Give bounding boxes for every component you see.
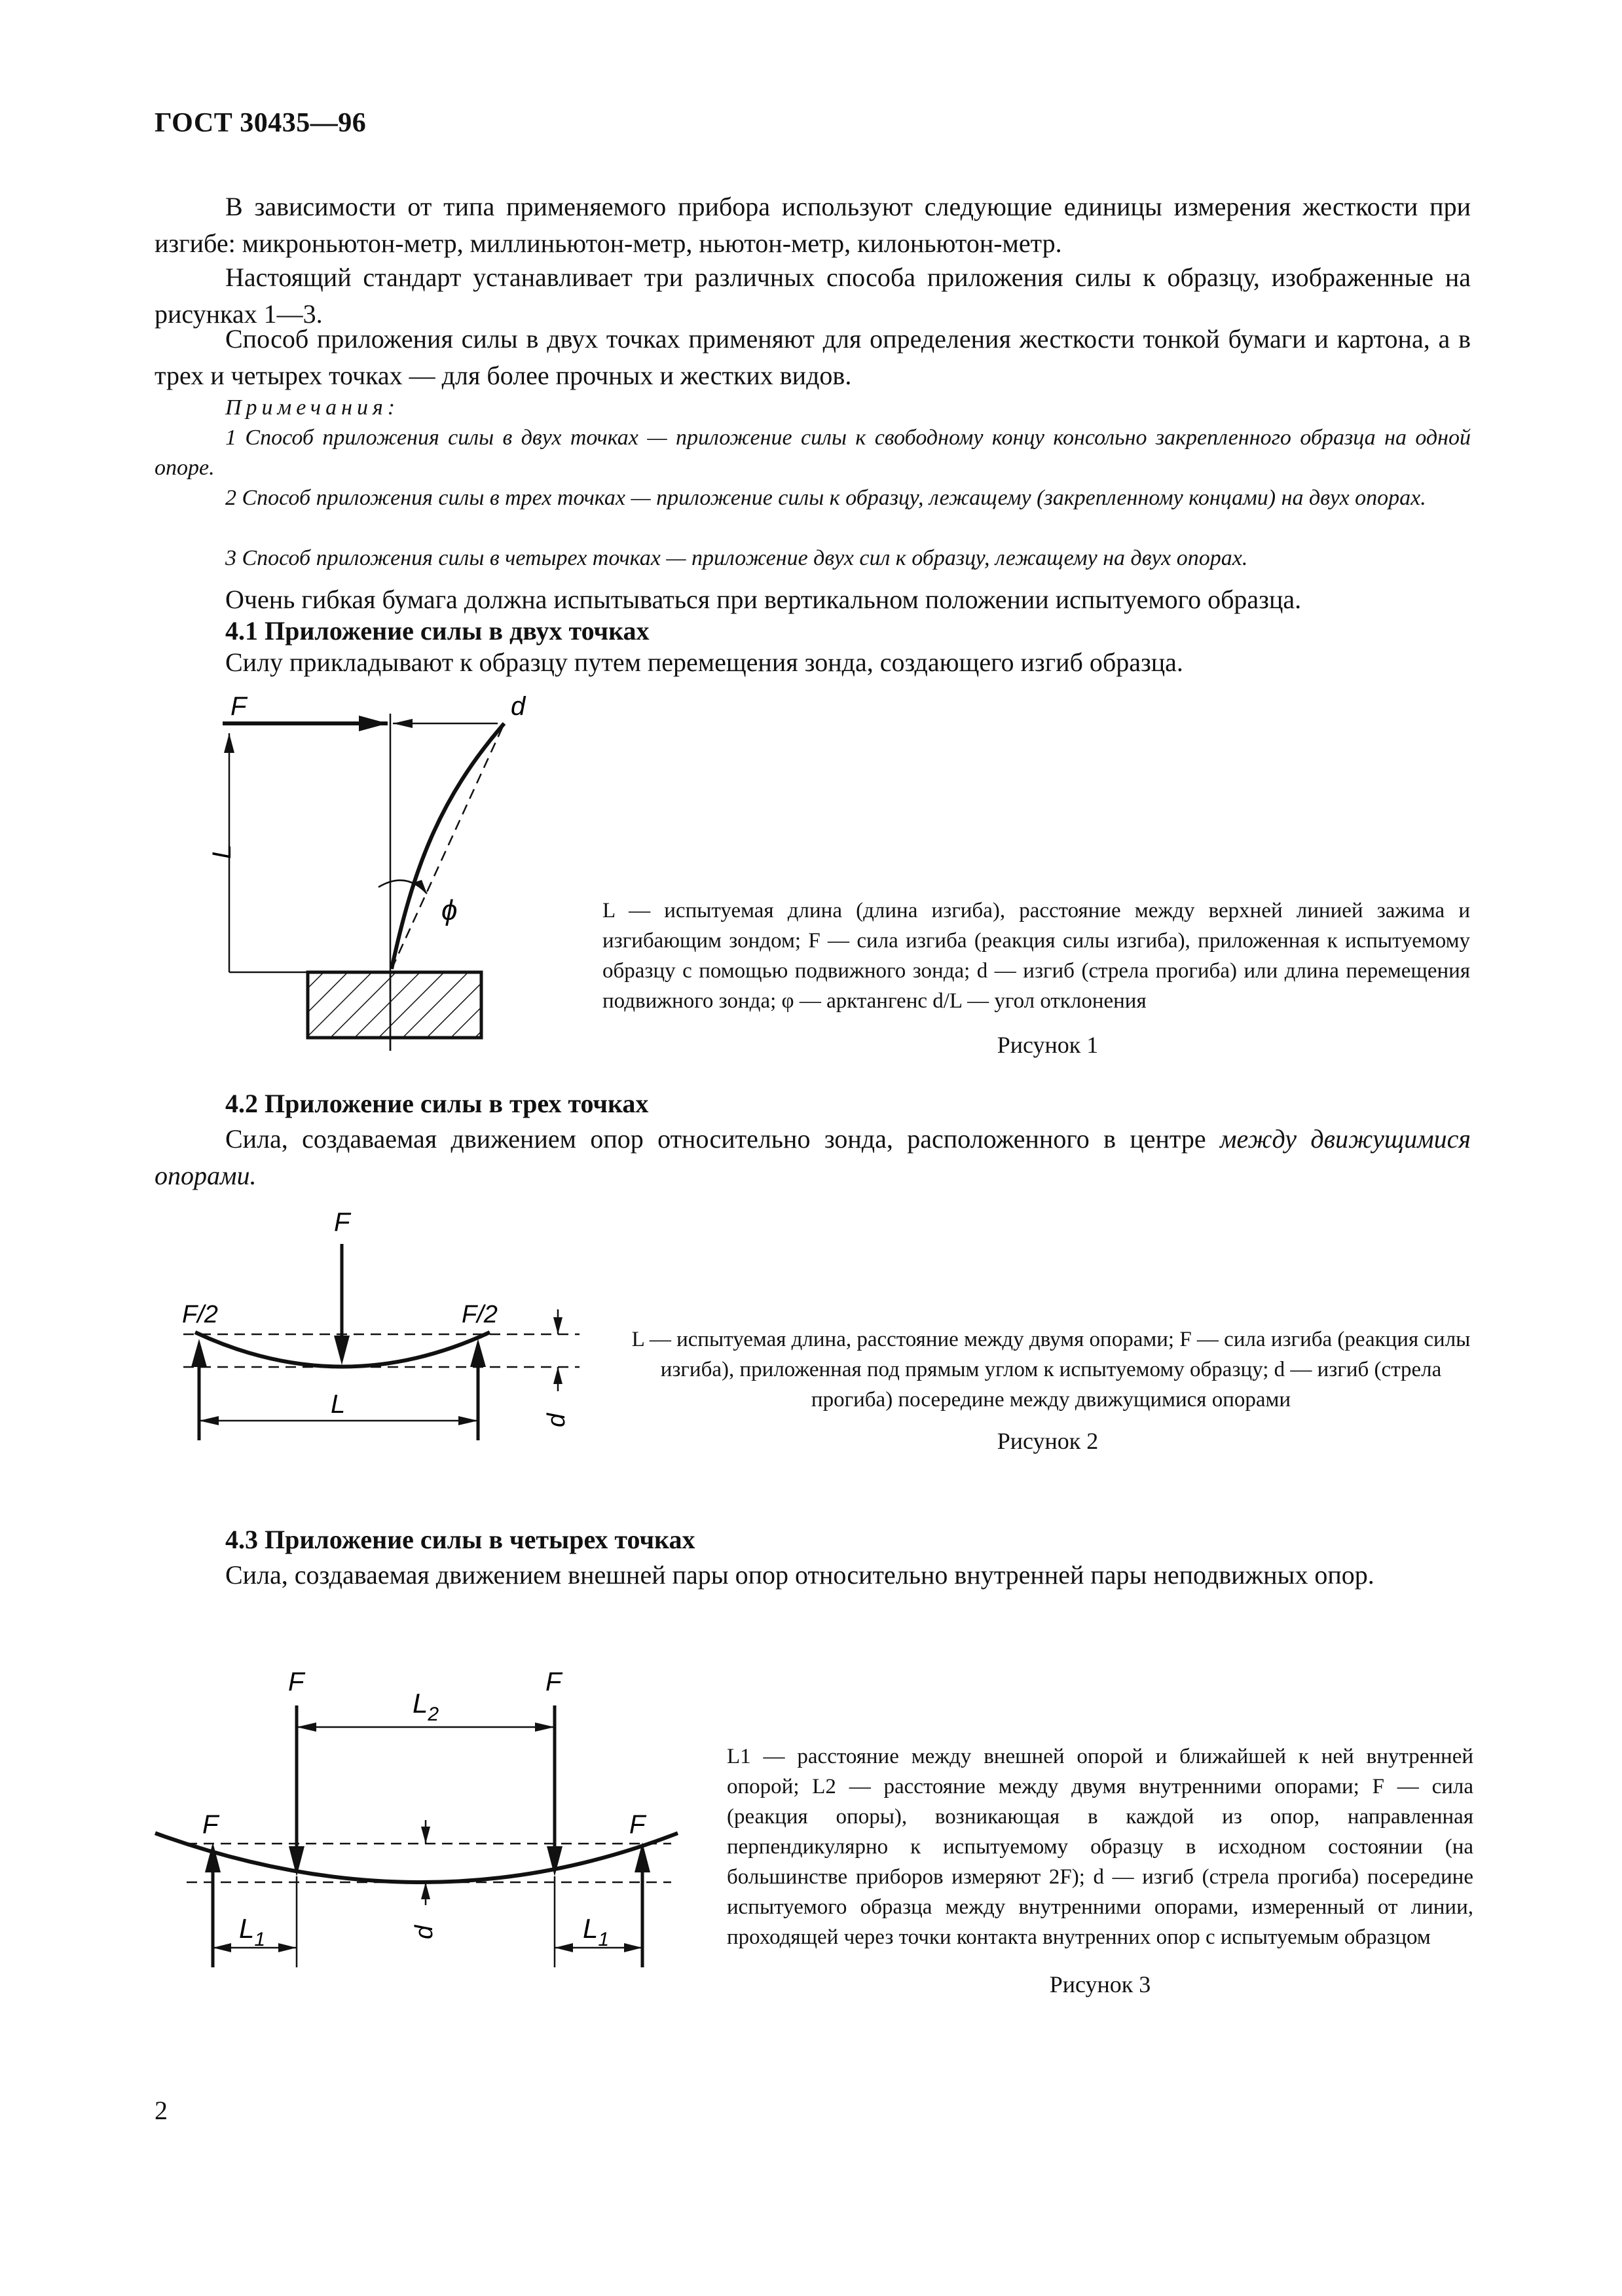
figure-3-caption: L1 — расстояние между внешней опорой и ближайшей к ней внутренней опорой; L2 — расстояние между двумя внутренними опорами; F — сила (реакция опоры), возникающая в каждой из опор, направленная перпендикулярно к испытуемому образцу в исходном состоянии (на большинстве приборов измеряют 2F); d — изгиб (стрела прогиба) посередине испытуемого образца между внутренними опорами, измеренный от линии, проходящей через точки контакта внутренних опор с испытуемым образцом [727, 1745, 1473, 1949]
label-d: d [411, 1925, 438, 1939]
figure-1-caption: L — испытуемая длина (длина изгиба), расстояние между верхней линией зажима и изгибающим зондом; F — сила изгиба (реакция силы изгиба), приложенная к испытуемому образцу с помощью подвижного зонда; d — изгиб (стрела прогиба) или длина перемещения подвижного зонда; φ — арктангенс d/L — угол отклонения [602, 899, 1470, 1013]
figure-1-diagram [208, 692, 583, 1074]
intro-paragraph-3: Способ приложения силы в двух точках применяют для определения жесткости тонкой бумаги и картона, а в трех и четырех точках — для более прочных и жестких видов. [155, 324, 1471, 390]
force-arrow-head [359, 716, 388, 731]
label-F-side-left: F [202, 1810, 219, 1839]
label-L1-right: $L_1$ [583, 1913, 610, 1950]
figure-1-label: Рисунок 1 [997, 1032, 1099, 1058]
specimen-curve [155, 1833, 678, 1882]
note-3: 3 Способ приложения силы в четырех точках — приложение двух сил к образцу, лежащему на двух опорах. [225, 546, 1248, 570]
label-F-top-left: F [288, 1667, 304, 1696]
figure-2-diagram [177, 1205, 596, 1460]
label-F-top-right: F [545, 1667, 562, 1696]
label-F-side-right: F [629, 1810, 646, 1839]
note-1: 1 Способ приложения силы в двух точках — приложение силы к свободному концу консольно закрепленного образца на одной опоре. [155, 426, 1471, 480]
label-F2-left: F/2 [182, 1301, 218, 1328]
section-4-1-title: 4.1 Приложение силы в двух точках [225, 616, 650, 646]
label-F: F [334, 1208, 350, 1237]
figure-3-label: Рисунок 3 [1049, 1971, 1151, 1997]
note-2: 2 Способ приложения силы в трех точках — приложение силы к образцу, лежащему (закрепленному концами) на двух опорах. [225, 486, 1426, 510]
label-d: d [543, 1413, 570, 1427]
label-F2-right: F/2 [462, 1301, 498, 1328]
section-4-2-text: Сила, создаваемая движением опор относительно зонда, расположенного в центре между движущимися опорами. [155, 1124, 1471, 1190]
figure-3-diagram [147, 1656, 691, 1984]
label-F: F [230, 692, 247, 721]
document-header: ГОСТ 30435—96 [155, 108, 367, 138]
intro-paragraph-1: В зависимости от типа применяемого прибора используют следующие единицы измерения жесткости при изгибе: микроньютон-метр, миллиньютон-метр, ньютон-метр, килоньютон-метр. [155, 192, 1471, 258]
flexible-paper-paragraph: Очень гибкая бумага должна испытываться при вертикальном положении испытуемого образца. [225, 585, 1302, 614]
figure-2-caption: L — испытуемая длина, расстояние между двумя опорами; F — сила изгиба (реакция силы изгиба), приложенная под прямым углом к испытуемому образцу; d — изгиб (стрела прогиба) посередине между движущимися опорами [631, 1328, 1471, 1412]
figure-2-label: Рисунок 2 [997, 1428, 1099, 1454]
section-4-3-text: Сила, создаваемая движением внешней пары опор относительно внутренней пары неподвижных опор. [225, 1560, 1374, 1590]
label-L2: $L_2$ [413, 1688, 439, 1725]
page-number: 2 [155, 2096, 168, 2125]
notes-title: Примечания: [225, 395, 400, 420]
label-phi: ϕ [441, 894, 458, 926]
intro-paragraph-2: Настоящий стандарт устанавливает три различных способа приложения силы к образцу, изображенные на рисунках 1—3. [155, 263, 1471, 329]
section-4-2-title: 4.2 Приложение силы в трех точках [225, 1089, 649, 1118]
label-L1-left: $L_1$ [239, 1913, 266, 1950]
label-L: L [208, 844, 236, 859]
section-4-1-text: Силу прикладывают к образцу путем перемещения зонда, создающего изгиб образца. [225, 647, 1183, 677]
label-d: d [511, 692, 526, 721]
clamp-block [308, 972, 481, 1038]
label-L: L [331, 1390, 346, 1419]
section-4-3-title: 4.3 Приложение силы в четырех точках [225, 1525, 695, 1554]
